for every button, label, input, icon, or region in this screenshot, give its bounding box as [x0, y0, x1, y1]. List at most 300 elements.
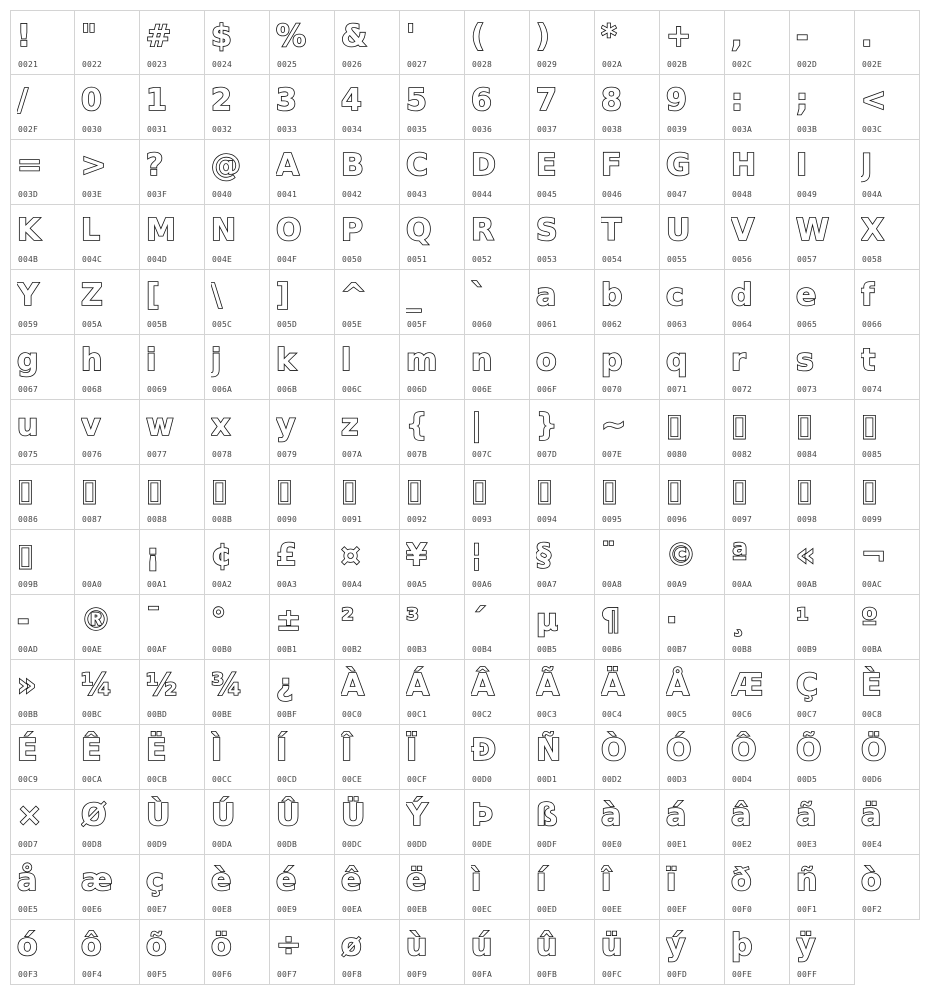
glyph-preview: W — [796, 213, 830, 248]
codepoint-label: 00F2 — [862, 905, 883, 914]
glyph-preview: ¹ — [796, 603, 810, 638]
glyph-preview: { — [406, 408, 428, 443]
glyph-cell — [75, 205, 140, 270]
glyph-preview: Q — [406, 213, 432, 248]
glyph-preview: Ç — [796, 668, 819, 703]
codepoint-label: 00B3 — [407, 645, 428, 654]
glyph-preview: Ä — [601, 668, 625, 703]
codepoint-label: 00A1 — [147, 580, 168, 589]
glyph-cell — [530, 465, 595, 530]
glyph-preview: Î — [341, 733, 353, 768]
glyph-cell — [140, 660, 205, 725]
glyph-preview: ▯ — [536, 473, 553, 508]
codepoint-label: 00A6 — [472, 580, 493, 589]
glyph-preview: o — [536, 343, 557, 378]
glyph-preview: ) — [536, 19, 550, 54]
glyph-preview: æ — [81, 863, 113, 898]
glyph-cell — [595, 270, 660, 335]
glyph-preview: ´ — [471, 603, 486, 638]
codepoint-label: 0048 — [732, 190, 753, 199]
glyph-preview: Z — [81, 278, 103, 313]
glyph-preview: É — [17, 733, 38, 768]
codepoint-label: 00A0 — [82, 580, 103, 589]
glyph-cell — [400, 790, 465, 855]
glyph-preview: O — [276, 213, 302, 248]
glyph-cell — [725, 140, 790, 205]
codepoint-label: 006C — [342, 385, 363, 394]
codepoint-label: 005A — [82, 320, 103, 329]
codepoint-label: 007D — [537, 450, 558, 459]
codepoint-label: 0097 — [732, 515, 753, 524]
glyph-cell — [400, 205, 465, 270]
codepoint-label: 00E0 — [602, 840, 623, 849]
glyph-preview: 0 — [81, 83, 102, 118]
glyph-cell — [270, 400, 335, 465]
glyph-preview: _ — [406, 278, 421, 313]
glyph-cell — [855, 140, 920, 205]
glyph-preview: ð — [731, 863, 752, 898]
glyph-cell — [465, 335, 530, 400]
glyph-preview: Á — [406, 668, 430, 703]
glyph-cell — [75, 335, 140, 400]
glyph-cell — [530, 75, 595, 140]
glyph-preview: ± — [276, 603, 302, 638]
codepoint-label: 006F — [537, 385, 558, 394]
glyph-preview: $ — [211, 19, 232, 54]
glyph-preview: © — [666, 538, 696, 573]
glyph-cell — [660, 400, 725, 465]
glyph-cell — [465, 790, 530, 855]
glyph-cell — [465, 465, 530, 530]
glyph-cell — [400, 75, 465, 140]
glyph-preview: + — [666, 19, 692, 54]
codepoint-label: 0086 — [18, 515, 39, 524]
glyph-cell — [660, 140, 725, 205]
glyph-preview: ¬ — [861, 538, 887, 573]
glyph-cell — [205, 725, 270, 790]
glyph-cell — [270, 205, 335, 270]
glyph-cell — [205, 10, 270, 75]
glyph-preview: " — [81, 19, 97, 54]
codepoint-label: 0080 — [667, 450, 688, 459]
glyph-preview: Ê — [81, 733, 102, 768]
codepoint-label: 0069 — [147, 385, 168, 394]
glyph-preview: ¢ — [211, 538, 232, 573]
codepoint-label: 00F7 — [277, 970, 298, 979]
codepoint-label: 00C2 — [472, 710, 493, 719]
codepoint-label: 0028 — [472, 60, 493, 69]
glyph-preview: ÷ — [276, 928, 302, 963]
glyph-cell — [530, 400, 595, 465]
glyph-cell — [790, 855, 855, 920]
glyph-cell — [595, 530, 660, 595]
glyph-preview: ò — [861, 863, 882, 898]
glyph-preview: ¼ — [81, 668, 113, 703]
codepoint-label: 0093 — [472, 515, 493, 524]
glyph-preview: Ð — [471, 733, 497, 768]
glyph-preview: ▯ — [81, 473, 98, 508]
glyph-preview: B — [341, 148, 364, 183]
codepoint-label: 0068 — [82, 385, 103, 394]
glyph-cell — [140, 920, 205, 985]
glyph-cell — [10, 595, 75, 660]
codepoint-label: 00FA — [472, 970, 493, 979]
glyph-preview: & — [341, 19, 368, 54]
glyph-preview: ▯ — [211, 473, 228, 508]
codepoint-label: 00D1 — [537, 775, 558, 784]
codepoint-label: 005D — [277, 320, 298, 329]
glyph-cell — [140, 725, 205, 790]
glyph-preview: Ó — [666, 733, 692, 768]
glyph-cell — [270, 140, 335, 205]
glyph-preview: ª — [731, 538, 748, 573]
glyph-preview: q — [666, 343, 688, 378]
glyph-preview: ³ — [406, 603, 420, 638]
glyph-preview: F — [601, 148, 622, 183]
glyph-preview: · — [666, 603, 678, 638]
glyph-cell — [790, 725, 855, 790]
codepoint-label: 0062 — [602, 320, 623, 329]
glyph-cell — [270, 335, 335, 400]
codepoint-label: 003E — [82, 190, 103, 199]
glyph-preview: á — [666, 798, 687, 833]
glyph-preview: ü — [601, 928, 623, 963]
glyph-preview: u — [17, 408, 39, 443]
glyph-cell — [595, 660, 660, 725]
codepoint-label: 0027 — [407, 60, 428, 69]
glyph-cell — [725, 725, 790, 790]
glyph-preview: : — [731, 83, 743, 118]
glyph-preview: Ø — [81, 798, 107, 833]
codepoint-label: 00CC — [212, 775, 233, 784]
glyph-cell — [465, 10, 530, 75]
glyph-preview: È — [861, 668, 882, 703]
glyph-preview: \ — [211, 278, 222, 313]
glyph-preview: 7 — [536, 83, 557, 118]
glyph-preview: ¤ — [341, 538, 361, 573]
glyph-preview: ▯ — [471, 473, 488, 508]
codepoint-label: 00D4 — [732, 775, 753, 784]
codepoint-label: 0087 — [82, 515, 103, 524]
codepoint-label: 002B — [667, 60, 688, 69]
glyph-preview: ¦ — [471, 538, 482, 573]
glyph-cell — [140, 790, 205, 855]
glyph-preview: ` — [471, 278, 486, 313]
glyph-preview: l — [341, 343, 352, 378]
codepoint-label: 005F — [407, 320, 428, 329]
glyph-preview: - — [796, 19, 809, 54]
codepoint-label: 0047 — [667, 190, 688, 199]
glyph-preview: ì — [471, 863, 482, 898]
glyph-preview: ~ — [601, 408, 627, 443]
glyph-cell — [530, 725, 595, 790]
glyph-cell — [140, 10, 205, 75]
glyph-preview: s — [796, 343, 814, 378]
codepoint-label: 0082 — [732, 450, 753, 459]
glyph-cell — [790, 75, 855, 140]
codepoint-label: 00FE — [732, 970, 753, 979]
codepoint-label: 002E — [862, 60, 883, 69]
glyph-preview: ( — [471, 19, 485, 54]
codepoint-label: 0023 — [147, 60, 168, 69]
glyph-cell — [595, 595, 660, 660]
codepoint-label: 0064 — [732, 320, 753, 329]
glyph-preview: Ì — [211, 733, 223, 768]
glyph-preview: r — [731, 343, 746, 378]
glyph-cell — [725, 75, 790, 140]
codepoint-label: 00FB — [537, 970, 558, 979]
codepoint-label: 00FC — [602, 970, 623, 979]
glyph-cell — [790, 140, 855, 205]
codepoint-label: 0088 — [147, 515, 168, 524]
codepoint-label: 006A — [212, 385, 233, 394]
glyph-cell — [725, 790, 790, 855]
glyph-cell — [205, 400, 270, 465]
glyph-cell — [205, 140, 270, 205]
codepoint-label: 0039 — [667, 125, 688, 134]
glyph-preview: ▯ — [666, 408, 683, 443]
glyph-preview: ▯ — [796, 473, 813, 508]
codepoint-label: 005E — [342, 320, 363, 329]
glyph-preview: â — [731, 798, 752, 833]
glyph-cell — [270, 790, 335, 855]
glyph-cell — [530, 270, 595, 335]
glyph-cell — [725, 530, 790, 595]
glyph-cell — [335, 205, 400, 270]
codepoint-label: 0044 — [472, 190, 493, 199]
glyph-preview: » — [17, 668, 37, 703]
glyph-cell — [10, 920, 75, 985]
glyph-cell — [465, 205, 530, 270]
glyph-cell — [400, 335, 465, 400]
glyph-cell — [790, 335, 855, 400]
glyph-preview: 8 — [601, 83, 622, 118]
codepoint-label: 0071 — [667, 385, 688, 394]
glyph-cell — [595, 920, 660, 985]
codepoint-label: 00FD — [667, 970, 688, 979]
codepoint-label: 00D5 — [797, 775, 818, 784]
codepoint-label: 0079 — [277, 450, 298, 459]
codepoint-label: 00D9 — [147, 840, 168, 849]
codepoint-label: 00CD — [277, 775, 298, 784]
glyph-preview: > — [81, 148, 107, 183]
glyph-cell — [660, 595, 725, 660]
glyph-preview: 3 — [276, 83, 297, 118]
codepoint-label: 0029 — [537, 60, 558, 69]
glyph-cell — [400, 595, 465, 660]
codepoint-label: 00A4 — [342, 580, 363, 589]
glyph-cell — [10, 75, 75, 140]
glyph-cell — [465, 75, 530, 140]
glyph-cell — [205, 335, 270, 400]
glyph-cell — [595, 75, 660, 140]
glyph-cell — [400, 725, 465, 790]
glyph-preview: ¯ — [146, 603, 161, 638]
codepoint-label: 00C9 — [18, 775, 39, 784]
glyph-cell — [75, 140, 140, 205]
glyph-preview: µ — [536, 603, 559, 638]
glyph-preview: 4 — [341, 83, 362, 118]
glyph-preview — [81, 534, 131, 578]
glyph-preview: ý — [666, 928, 686, 963]
codepoint-label: 005B — [147, 320, 168, 329]
codepoint-label: 00F9 — [407, 970, 428, 979]
glyph-preview: x — [211, 408, 231, 443]
glyph-preview: Å — [666, 668, 690, 703]
codepoint-label: 00B2 — [342, 645, 363, 654]
codepoint-label: 00AC — [862, 580, 883, 589]
glyph-cell — [75, 855, 140, 920]
glyph-cell — [75, 725, 140, 790]
glyph-cell — [855, 660, 920, 725]
glyph-cell — [75, 75, 140, 140]
glyph-cell — [660, 335, 725, 400]
codepoint-label: 00AA — [732, 580, 753, 589]
codepoint-label: 002F — [18, 125, 39, 134]
codepoint-label: 006D — [407, 385, 428, 394]
glyph-cell — [400, 855, 465, 920]
glyph-cell — [205, 205, 270, 270]
glyph-preview: À — [341, 668, 365, 703]
codepoint-label: 003B — [797, 125, 818, 134]
glyph-cell — [530, 790, 595, 855]
glyph-cell — [400, 400, 465, 465]
codepoint-label: 0040 — [212, 190, 233, 199]
codepoint-label: 0076 — [82, 450, 103, 459]
glyph-cell — [10, 855, 75, 920]
codepoint-label: 0055 — [667, 255, 688, 264]
glyph-cell — [75, 595, 140, 660]
glyph-cell — [855, 530, 920, 595]
glyph-cell — [270, 75, 335, 140]
codepoint-label: 003A — [732, 125, 753, 134]
codepoint-label: 00C7 — [797, 710, 818, 719]
glyph-preview: ß — [536, 798, 558, 833]
codepoint-label: 00C4 — [602, 710, 623, 719]
codepoint-label: 00B8 — [732, 645, 753, 654]
codepoint-label: 00B5 — [537, 645, 558, 654]
codepoint-label: 0078 — [212, 450, 233, 459]
codepoint-label: 0094 — [537, 515, 558, 524]
codepoint-label: 0031 — [147, 125, 168, 134]
glyph-preview: ï — [666, 863, 677, 898]
glyph-cell — [660, 790, 725, 855]
glyph-cell — [205, 530, 270, 595]
glyph-preview: / — [17, 83, 28, 118]
glyph-cell — [855, 335, 920, 400]
glyph-preview: ¶ — [601, 603, 621, 638]
codepoint-label: 0095 — [602, 515, 623, 524]
glyph-cell — [465, 140, 530, 205]
codepoint-label: 0046 — [602, 190, 623, 199]
glyph-cell — [205, 855, 270, 920]
codepoint-label: 0099 — [862, 515, 883, 524]
glyph-cell — [855, 75, 920, 140]
glyph-cell — [335, 790, 400, 855]
glyph-cell — [75, 10, 140, 75]
glyph-preview: S — [536, 213, 558, 248]
codepoint-label: 00AF — [147, 645, 168, 654]
glyph-preview: U — [666, 213, 691, 248]
glyph-preview: ² — [341, 603, 355, 638]
codepoint-label: 00DF — [537, 840, 558, 849]
codepoint-label: 005C — [212, 320, 233, 329]
glyph-preview: Ò — [601, 733, 627, 768]
glyph-cell — [725, 335, 790, 400]
codepoint-label: 00AD — [18, 645, 39, 654]
glyph-cell — [725, 465, 790, 530]
glyph-preview: < — [861, 83, 887, 118]
glyph-cell — [400, 10, 465, 75]
glyph-preview: ▯ — [146, 473, 163, 508]
glyph-cell — [595, 10, 660, 75]
glyph-preview: @ — [211, 148, 241, 183]
codepoint-label: 00C6 — [732, 710, 753, 719]
glyph-cell — [855, 855, 920, 920]
glyph-cell — [205, 270, 270, 335]
glyph-preview: # — [146, 19, 172, 54]
glyph-preview: ¾ — [211, 668, 243, 703]
glyph-cell — [140, 855, 205, 920]
codepoint-label: 00BC — [82, 710, 103, 719]
glyph-preview: è — [211, 863, 232, 898]
codepoint-label: 00B6 — [602, 645, 623, 654]
codepoint-label: 00E2 — [732, 840, 753, 849]
glyph-cell — [790, 205, 855, 270]
codepoint-label: 00B7 — [667, 645, 688, 654]
glyph-cell — [855, 465, 920, 530]
glyph-preview: Ö — [861, 733, 887, 768]
glyph-cell — [270, 595, 335, 660]
glyph-cell — [465, 920, 530, 985]
codepoint-label: 0057 — [797, 255, 818, 264]
glyph-preview: n — [471, 343, 493, 378]
glyph-preview: , — [731, 19, 743, 54]
glyph-preview: ¿ — [276, 668, 294, 703]
glyph-cell — [855, 205, 920, 270]
glyph-cell — [270, 530, 335, 595]
glyph-cell — [400, 530, 465, 595]
glyph-preview: G — [666, 148, 691, 183]
glyph-cell — [725, 855, 790, 920]
codepoint-label: 0043 — [407, 190, 428, 199]
glyph-cell — [465, 725, 530, 790]
codepoint-label: 0098 — [797, 515, 818, 524]
codepoint-label: 00F0 — [732, 905, 753, 914]
glyph-cell — [140, 205, 205, 270]
glyph-preview: T — [601, 213, 622, 248]
codepoint-label: 0084 — [797, 450, 818, 459]
codepoint-label: 007C — [472, 450, 493, 459]
glyph-preview: Þ — [471, 798, 494, 833]
glyph-cell — [660, 270, 725, 335]
codepoint-label: 002D — [797, 60, 818, 69]
glyph-preview: Õ — [796, 733, 822, 768]
glyph-preview: ç — [146, 863, 164, 898]
glyph-preview: ▯ — [796, 408, 813, 443]
glyph-preview: Ë — [146, 733, 167, 768]
codepoint-label: 004E — [212, 255, 233, 264]
glyph-cell — [140, 530, 205, 595]
codepoint-label: 00AB — [797, 580, 818, 589]
glyph-preview: ù — [406, 928, 428, 963]
glyph-cell — [790, 595, 855, 660]
glyph-preview: ▯ — [406, 473, 423, 508]
glyph-preview: w — [146, 408, 174, 443]
glyph-cell — [660, 10, 725, 75]
codepoint-label: 00D7 — [18, 840, 39, 849]
glyph-cell — [335, 75, 400, 140]
